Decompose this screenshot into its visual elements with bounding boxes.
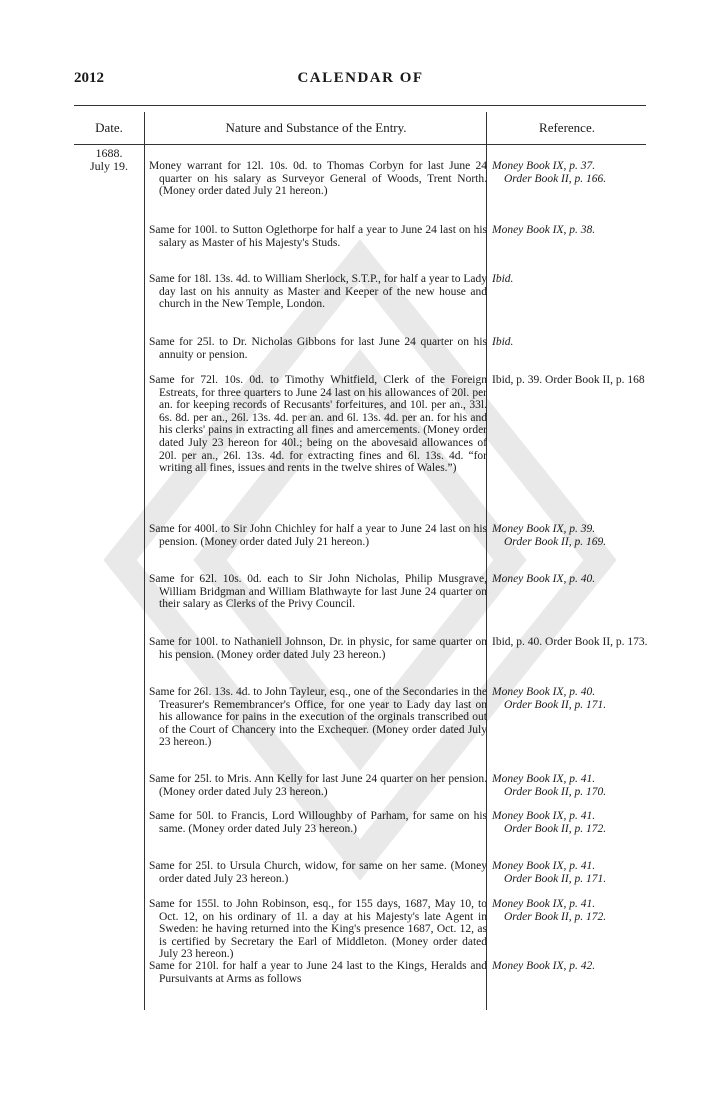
entry-text: Same for 210l. for half a year to June 24 last to the Kings, Heralds and Pursuivants at Arms as follows (149, 960, 487, 985)
column-header-reference: Reference. (539, 120, 595, 135)
reference-line: Order Book II, p. 172. (504, 822, 607, 835)
column-divider-date (144, 112, 145, 1010)
reference-line: Order Book II, p. 169. (504, 535, 607, 548)
entry-text: Same for 62l. 10s. 0d. each to Sir John Nicholas, Philip Musgrave, William Bridgman and William Blathwayte for last June 24 quarter on their salary as Clerks of the Privy Council. (149, 573, 487, 611)
reference-line: Money Book IX, p. 41. (492, 898, 596, 910)
reference-line: Order Book II, p. 172. (504, 910, 607, 923)
entry-reference: Money Book IX, p. 38. (492, 224, 596, 236)
reference-line: Order Book II, p. 171. (504, 698, 607, 711)
entry-reference: Ibid. (492, 336, 514, 348)
entry-reference (492, 160, 650, 185)
entry-reference: Money Book IX, p. 40. (492, 573, 596, 585)
reference-line: Money Book IX, p. 37. (492, 160, 596, 172)
entry-text: Same for 100l. to Nathaniell Johnson, Dr. in physic, for same quarter on his pension. (Money order dated July 23 hereon.) (149, 636, 487, 661)
entry-text: Same for 100l. to Sutton Oglethorpe for half a year to June 24 last on his salary as Master of his Majesty's Studs. (149, 224, 487, 249)
header-rule (74, 105, 646, 106)
entry-reference: Ibid. (492, 273, 514, 285)
reference-line: Money Book IX, p. 41. (492, 810, 596, 822)
entry-text: Same for 72l. 10s. 0d. to Timothy Whitfield, Clerk of the Foreign Estreats, for three quarters to June 24 last on his allowances of 20l. per an. for keeping records of Recusants' forfeitures, and 10l. per an., 33l. 6s. 8d. per an., 26l. 13s. 4d. per an. and 6l. 13s. 4d. per an. for his and his clerks' pains in extracting all fines and amercements. (Money order dated July 23 hereon for 40l.; being on the abovesaid allowances of 20l. per an., 26l. 13s. 4d. for extracting fines and 6l. 13s. 4d. “for writing all fines, issues and rents in the twelve shires of Wales.”) (149, 374, 487, 475)
entry-text: Same for 26l. 13s. 4d. to John Tayleur, esq., one of the Secondaries in the Treasurer's Remembrancer's Office, for one year to Lady day last on his allowance for pains in the execution of the orginals transcribed out of the Court of Chancery into the Exchequer. (Money order dated July 23 hereon.) (149, 686, 487, 749)
reference-line: Money Book IX, p. 41. (492, 860, 596, 872)
reference-line: Money Book IX, p. 41. (492, 773, 596, 785)
reference-line: Order Book II, p. 166. (504, 172, 607, 185)
entry-reference (492, 686, 650, 711)
column-header-rule (74, 144, 646, 145)
entry-reference (492, 773, 650, 798)
reference-line: Order Book II, p. 170. (504, 785, 607, 798)
column-header-nature: Nature and Substance of the Entry. (225, 120, 407, 135)
entry-reference: Money Book IX, p. 42. (492, 960, 596, 972)
entry-text: Same for 25l. to Ursula Church, widow, for same on her same. (Money order dated July 23 hereon.) (149, 860, 487, 885)
entry-text: Same for 18l. 13s. 4d. to William Sherlock, S.T.P., for half a year to Lady day last on his annuity as Master and Keeper of the new house and church in the New Temple, London. (149, 273, 487, 311)
entry-reference (492, 860, 650, 885)
entry-text: Same for 25l. to Mris. Ann Kelly for last June 24 quarter on her pension. (Money order dated July 23 hereon.) (149, 773, 487, 798)
entry-text: Money warrant for 12l. 10s. 0d. to Thomas Corbyn for last June 24 quarter on his salary as Surveyor General of Woods, Trent North. (Money order dated July 21 hereon.) (149, 160, 487, 198)
entry-reference (492, 810, 650, 835)
entry-text: Same for 400l. to Sir John Chichley for half a year to June 24 last on his pension. (Money order dated July 21 hereon.) (149, 523, 487, 548)
entry-reference: Ibid, p. 39. Order Book II, p. 168 (492, 374, 645, 386)
date-year: 1688. (95, 146, 123, 160)
entry-reference (492, 523, 650, 548)
entry-text: Same for 50l. to Francis, Lord Willoughby of Parham, for same on his same. (Money order dated July 23 hereon.) (149, 810, 487, 835)
reference-line: Money Book IX, p. 40. (492, 686, 596, 698)
column-header-date: Date. (95, 120, 123, 135)
entry-text: Same for 25l. to Dr. Nicholas Gibbons for last June 24 quarter on his annuity or pension. (149, 336, 487, 361)
running-title: CALENDAR OF (297, 70, 424, 86)
entry-reference (492, 898, 650, 923)
page-number: 2012 (74, 70, 104, 86)
entry-text: Same for 155l. to John Robinson, esq., for 155 days, 1687, May 10, to Oct. 12, on his ordinary of 1l. a day at his Majesty's late Agent in Sweden: he having returned into the King's presence 1687, Oct. 12, as is certified by Secretary the Earl of Middleton. (Money order dated July 23 hereon.) (149, 898, 487, 961)
entry-reference: Ibid, p. 40. Order Book II, p. 173. (492, 636, 648, 648)
reference-line: Order Book II, p. 171. (504, 872, 607, 885)
reference-line: Money Book IX, p. 39. (492, 523, 596, 535)
date-day: July 19. (89, 159, 128, 173)
